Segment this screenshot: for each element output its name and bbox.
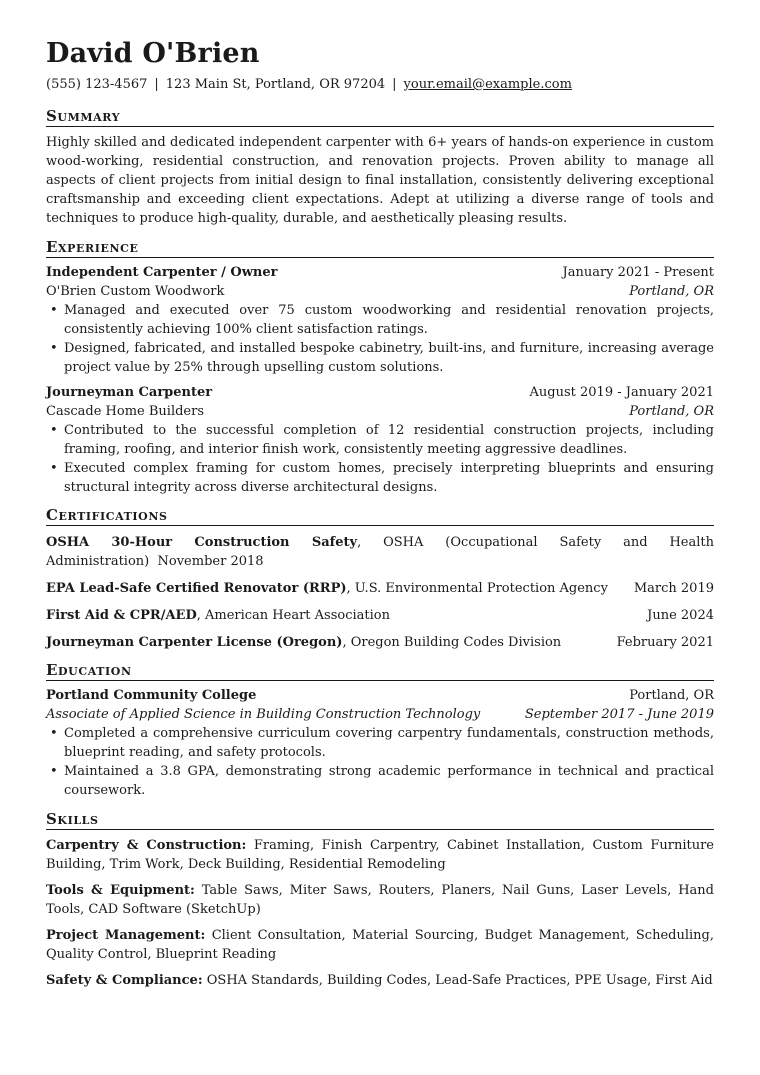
job-dates: August 2019 - January 2021 [529,385,714,400]
education-subheader [46,705,714,724]
certification-date: February 2021 [616,635,714,650]
education-entry [46,686,714,800]
skill-values: Framing, Finish Carpentry, Cabinet Installation, Custom Furniture Building, Trim Work, Deck Building, Residential Remodeling [46,838,714,872]
certification-date: March 2019 [633,581,714,596]
job-bullets [46,301,714,377]
job-entry [46,383,714,497]
certification-issuer: , Oregon Building Codes Division [342,635,562,650]
education-header [46,686,714,705]
email-link[interactable]: your.email@example.com [403,77,572,92]
certification-name: OSHA 30-Hour Construction Safety [46,535,358,550]
contact-separator: | [392,77,397,92]
skill-group [46,881,714,919]
job-title: Journeyman Carpenter [46,385,213,400]
skill-values: OSHA Standards, Building Codes, Lead-Safe Practices, PPE Usage, First Aid [202,973,713,988]
certification-item [46,606,714,625]
section-title-education: Education [46,661,714,681]
contact-separator: | [154,77,159,92]
section-title-experience: Experience [46,238,714,258]
job-bullet: • Managed and executed over 75 custom woodworking and residential renovation projects, consistently achieving 100% client satisfaction ratings. [46,301,714,339]
job-header [46,263,714,282]
certification-issuer: , American Heart Association [196,608,390,623]
education-bullets [46,724,714,800]
section-title-certifications: Certifications [46,506,714,526]
skill-group [46,836,714,874]
certification-date: November 2018 [157,554,264,569]
job-location: Portland, OR [629,404,714,419]
candidate-name: David O'Brien [46,38,260,69]
job-dates: January 2021 - Present [562,265,714,280]
certification-name: EPA Lead-Safe Certified Renovator (RRP) [46,581,347,596]
certification-issuer: , U.S. Environmental Protection Agency [346,581,608,596]
certification-date: June 2024 [647,608,714,623]
job-bullets [46,421,714,497]
education-bullet: • Maintained a 3.8 GPA, demonstrating strong academic performance in technical and practical coursework. [46,762,714,800]
section-title-summary: Summary [46,107,714,127]
skill-values: Table Saws, Miter Saws, Routers, Planers, Nail Guns, Laser Levels, Hand Tools, CAD Software (SketchUp) [46,883,714,917]
contact-line [46,76,714,94]
section-title-skills: Skills [46,810,714,830]
job-bullet: • Designed, fabricated, and installed bespoke cabinetry, built-ins, and furniture, increasing average project value by 25% through upselling custom solutions. [46,339,714,377]
skill-group [46,926,714,964]
certification-name: Journeyman Carpenter License (Oregon) [46,635,343,650]
job-bullet: • Contributed to the successful completion of 12 residential construction projects, including framing, roofing, and interior finish work, consistently meeting aggressive deadlines. [46,421,714,459]
certification-item [46,533,714,571]
phone-number: (555) 123-4567 [46,77,148,92]
job-company: Cascade Home Builders [46,404,205,419]
skill-label: Project Management: [46,928,206,943]
certification-item [46,633,714,652]
school-location: Portland, OR [629,688,714,703]
job-title: Independent Carpenter / Owner [46,265,278,280]
certification-name: First Aid & CPR/AED [46,608,197,623]
job-entry [46,263,714,377]
education-bullet: • Completed a comprehensive curriculum covering carpentry fundamentals, construction methods, blueprint reading, and safety protocols. [46,724,714,762]
job-subheader [46,402,714,421]
skill-label: Safety & Compliance: [46,973,203,988]
summary-text: Highly skilled and dedicated independent carpenter with 6+ years of hands-on experience in custom wood-working, residential construction, and renovation projects. Proven ability to manage all aspects of client projects from initial design to final installation, consistently delivering exceptional craftsmanship and exceeding client expectations. Adept at utilizing a diverse range of tools and techniques to produce high-quality, durable, and aesthetically pleasing results. [46,135,714,226]
certification-item [46,579,714,598]
degree: Associate of Applied Science in Building Construction Technology [46,707,481,722]
school-name: Portland Community College [46,688,257,703]
certification-issuer: , OSHA (Occupational Safety and Health Administration) [46,535,714,569]
skill-label: Carpentry & Construction: [46,838,247,853]
skill-group [46,971,714,990]
address: 123 Main St, Portland, OR 97204 [165,77,386,92]
skill-label: Tools & Equipment: [46,883,195,898]
resume-page [46,38,714,990]
skill-values: Client Consultation, Material Sourcing, Budget Management, Scheduling, Quality Control, Blueprint Reading [46,928,714,962]
job-header [46,383,714,402]
job-bullet: • Executed complex framing for custom homes, precisely interpreting blueprints and ensuring structural integrity across diverse architectural designs. [46,459,714,497]
education-dates: September 2017 - June 2019 [524,707,714,722]
job-location: Portland, OR [629,284,714,299]
job-company: O'Brien Custom Woodwork [46,284,225,299]
job-subheader [46,282,714,301]
